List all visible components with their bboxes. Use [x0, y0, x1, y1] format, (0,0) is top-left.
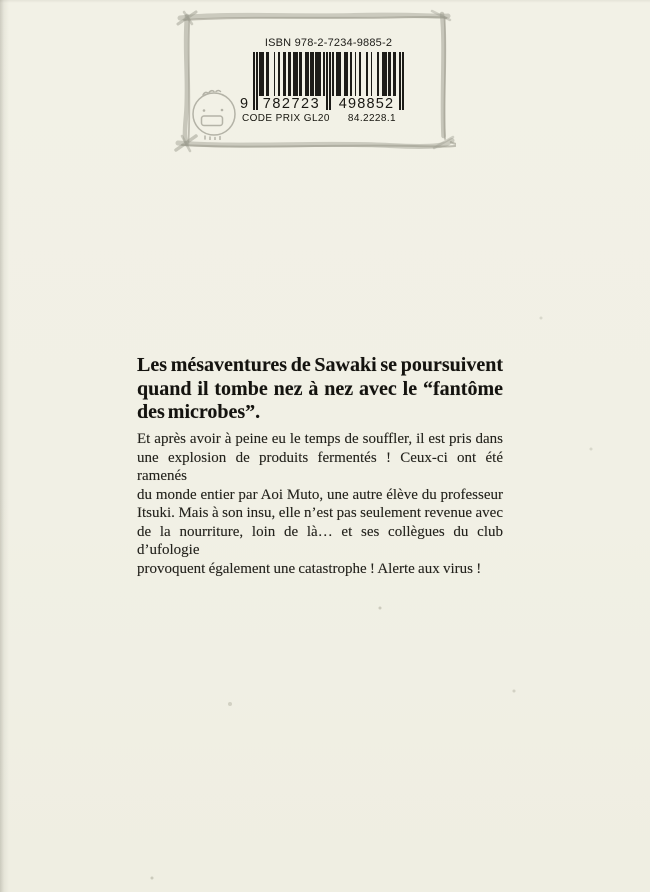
ean-first-digit: 9	[240, 96, 249, 112]
price-ref-text: 84.2228.1	[347, 113, 396, 124]
barcode-bar	[359, 52, 361, 96]
barcode-bar	[274, 52, 276, 96]
barcode-bar	[332, 52, 334, 96]
barcode-bar	[285, 52, 287, 96]
scan-edge-shadow	[0, 0, 9, 892]
barcode-bar	[347, 52, 349, 96]
barcode-bar	[371, 52, 373, 96]
headline-line: quand il tombe nez à nez avec le “fantôme	[137, 377, 503, 400]
barcode-bar	[296, 52, 298, 96]
synopsis-line: de la nourriture, loin de là… et ses collègues du club d’ufologie	[137, 523, 503, 558]
isbn-text: ISBN 978-2-7234-9885-2	[264, 37, 393, 49]
barcode-bar	[312, 52, 314, 96]
barcode-bar	[278, 52, 280, 96]
barcode-bar	[366, 52, 368, 96]
barcode-bar	[253, 52, 255, 110]
synopsis-line: une explosion de produits fermentés ! Ceux-ci ont été ramenés	[137, 449, 503, 484]
barcode-bar	[377, 52, 379, 96]
barcode-bar	[307, 52, 309, 96]
barcode-bar	[390, 52, 392, 96]
synopsis-line: provoquent également une catastrophe ! Alerte aux virus !	[137, 560, 482, 577]
barcode-bar	[290, 52, 292, 96]
barcode-bar	[339, 52, 341, 96]
synopsis-paragraph	[137, 430, 503, 578]
barcode-bar	[323, 52, 325, 96]
barcode-bar	[394, 52, 396, 96]
synopsis-line: Itsuki. Mais à son insu, elle n’est pas seulement revenue avec	[137, 505, 503, 521]
headline-line: Les mésaventures de Sawaki se poursuivent	[137, 354, 503, 376]
price-code-row	[242, 113, 396, 124]
code-prix-text: CODE PRIX GL20	[242, 113, 330, 124]
barcode-bar	[267, 52, 269, 96]
ean-digit-group-2: 498852	[338, 96, 395, 112]
barcode-bar	[355, 52, 357, 96]
barcode-bar	[301, 52, 303, 96]
scan-edge-shadow-top	[0, 0, 650, 3]
headline-line: des microbes”.	[137, 401, 261, 423]
ean-digit-group-1: 782723	[262, 96, 321, 112]
barcode-bar	[329, 52, 331, 110]
barcode-bar	[320, 52, 322, 96]
synopsis-line: Et après avoir à peine eu le temps de souffler, il est pris dans	[137, 431, 503, 447]
barcode-bar	[263, 52, 265, 96]
barcode-bar	[326, 52, 328, 110]
headline	[137, 354, 503, 425]
barcode-bar	[350, 52, 352, 96]
paper-speckles	[0, 0, 2, 2]
smiley-face-doodle-icon	[189, 88, 241, 140]
barcode-bar	[402, 52, 404, 110]
barcode-bar	[385, 52, 387, 96]
synopsis-line: du monde entier par Aoi Muto, une autre élève du professeur	[137, 486, 503, 503]
